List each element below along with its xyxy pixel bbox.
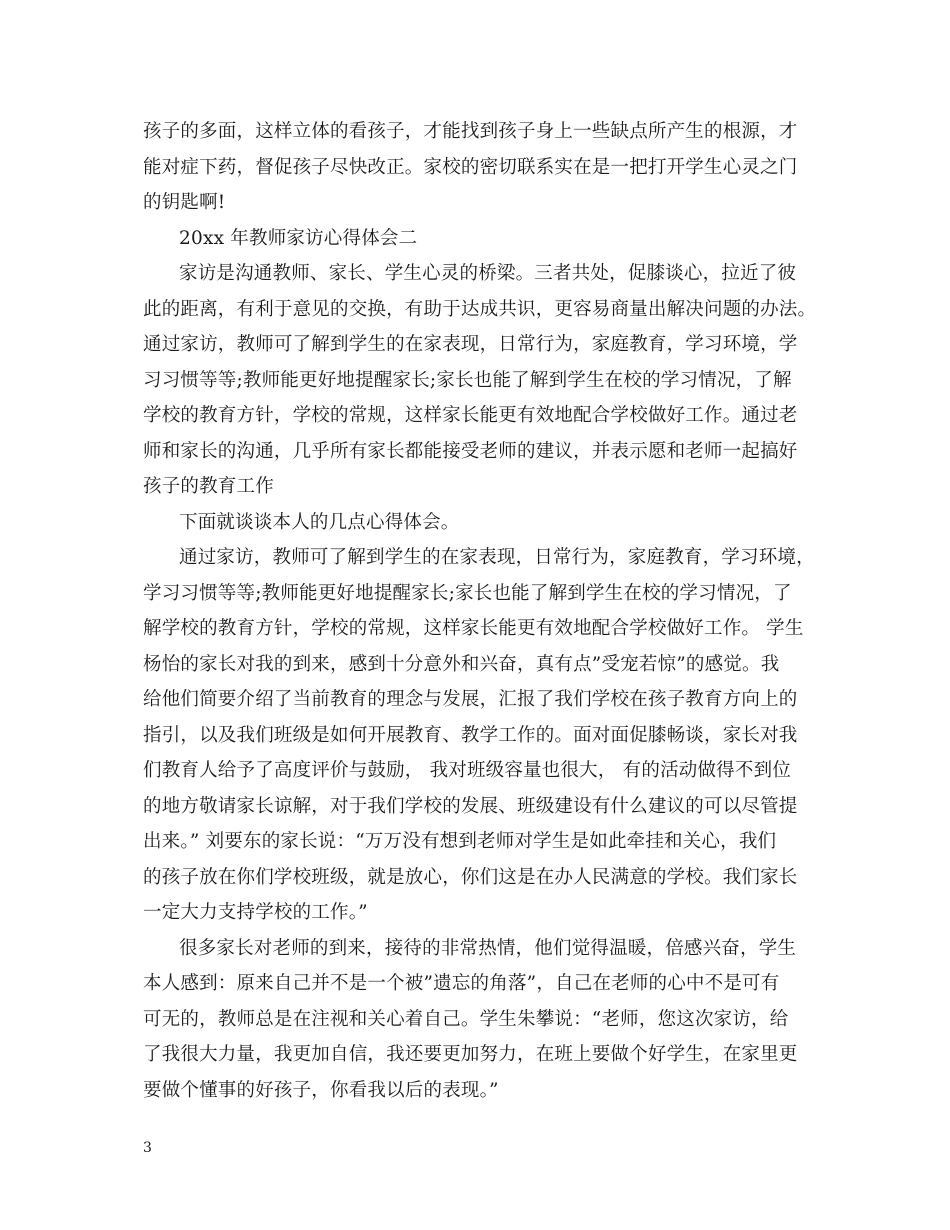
text-line: 学习习惯等等;教师能更好地提醒家长;家长也能了解到学生在校的学习情况，了: [143, 582, 792, 604]
text-line: 此的距离，有利于意见的交换，有助于达成共识，更容易商量出解决问题的办法。: [143, 298, 817, 320]
page-number: 3: [143, 1140, 152, 1156]
text-line: 可无的，教师总是在注视和关心着自己。学生朱攀说：“老师，您这次家访，给: [143, 1008, 789, 1030]
text-line: 指引，以及我们班级是如何开展教育、教学工作的。面对面促膝畅谈，家长对我: [143, 724, 798, 746]
text-line: 们教育人给予了高度评价与鼓励， 我对班级容量也很大， 有的活动做得不到位: [143, 760, 791, 781]
text-line: 习习惯等等;教师能更好地提醒家长;家长也能了解到学生在校的学习情况，了解: [143, 369, 792, 391]
text-line: 的地方敬请家长谅解，对于我们学校的发展、班级建设有什么建议的可以尽管提: [143, 795, 798, 817]
text-line: 本人感到：原来自己并不是一个被”遗忘的角落”，自己在老师的心中不是可有: [143, 973, 780, 994]
heading-line: 20xx 年教师家访心得体会二: [179, 227, 418, 249]
paragraph: [143, 505, 813, 541]
text-line: 能对症下药，督促孩子尽快改正。家校的密切联系实在是一把打开学生心灵之门: [143, 156, 798, 178]
text-line: 家访是沟通教师、家长、学生心灵的桥梁。三者共处，促膝谈心，拉近了彼: [179, 263, 797, 284]
paragraph: [143, 540, 813, 931]
text-line: 孩子的教育工作: [143, 476, 274, 497]
text-line: 很多家长对老师的到来，接待的非常热情，他们觉得温暖，倍感兴奋，学生: [179, 937, 797, 959]
text-line: 师和家长的沟通，几乎所有家长都能接受老师的建议，并表示愿和老师一起搞好: [143, 440, 798, 462]
text-line: 出来。” 刘要东的家长说：“万万没有想到老师对学生是如此牵挂和关心，我们: [143, 831, 777, 852]
text-line: 给他们简要介绍了当前教育的理念与发展，汇报了我们学校在孩子教育方向上的: [143, 689, 798, 710]
text-line: 的孩子放在你们学校班级，就是放心，你们这是在办人民满意的学校。我们家长: [143, 866, 798, 888]
text-line: 下面就谈谈本人的几点心得体会。: [179, 511, 460, 533]
paragraph: [143, 114, 813, 221]
text-line: 解学校的教育方针，学校的常规，这样家长能更有效地配合学校做好工作。 学生: [143, 618, 804, 639]
paragraph: [143, 931, 813, 1109]
text-line: 通过家访，教师可了解到学生的在家表现，日常行为，家庭教育，学习环境，: [179, 547, 815, 568]
text-line: 孩子的多面，这样立体的看孩子，才能找到孩子身上一些缺点所产生的根源，才: [143, 121, 798, 142]
section-heading: [143, 221, 813, 257]
text-line: 一定大力支持学校的工作。”: [143, 902, 368, 923]
text-line: 学校的教育方针，学校的常规，这样家长能更有效地配合学校做好工作。通过老: [143, 405, 798, 426]
text-line: 通过家访，教师可了解到学生的在家表现，日常行为，家庭教育，学习环境，学: [143, 334, 798, 355]
text-line: 要做个懂事的好孩子，你看我以后的表现。”: [143, 1079, 499, 1101]
paragraph: [143, 256, 817, 505]
text-line: 杨怡的家长对我的到来，感到十分意外和兴奋，真有点”受宠若惊”的感觉。我: [143, 653, 780, 675]
text-line: 的钥匙啊!: [143, 192, 226, 213]
document-body: [143, 114, 817, 1108]
text-line: 了我很大力量，我更加自信，我还要更加努力，在班上要做个好学生，在家里更: [143, 1044, 798, 1065]
